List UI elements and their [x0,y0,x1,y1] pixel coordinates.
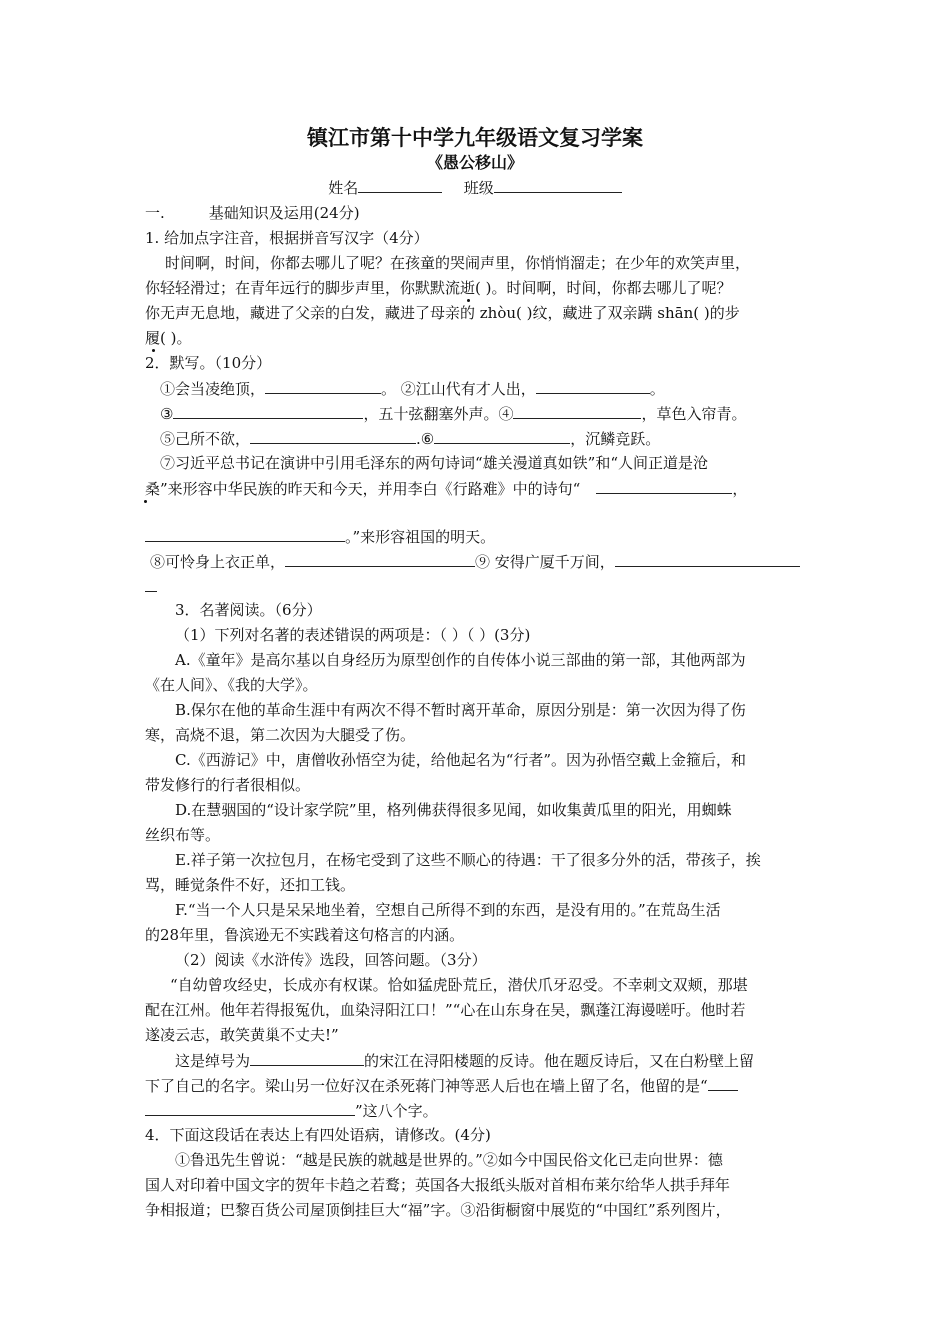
answer-blank[interactable] [615,551,800,567]
option-c-line-1: C.《西游记》中，唐僧收孙悟空为徒，给他起名为“行者”。因为孙悟空戴上金箍后，和 [175,751,747,769]
option-c-line-2: 带发修行的行者很相似。 [145,776,311,794]
q3-title: 3．名著阅读。（6分） [175,601,322,619]
option-d-line-1: D.在慧骃国的“设计家学院”里，格列佛获得很多见闻，如收集黄瓜里的阳光，用蜘蛛 [175,801,732,819]
answer-blank[interactable] [250,1050,364,1066]
option-f-line-1: F.“当一个人只是呆呆地坐着，空想自己所得不到的东西，是没有用的。”在荒岛生活 [175,901,721,919]
q4-line-3: 争相报道；巴黎百货公司屋顶倒挂巨大“福”字。③沿街橱窗中展览的“中国红”系列图片， [145,1201,731,1219]
q3-sub-1: （1）下列对名著的表述错误的两项是：（ ）（ ）(3分) [175,626,531,644]
option-a-line-2: 《在人间》、《我的大学》。 [145,676,318,694]
answer-blank[interactable] [265,378,381,394]
passage-line-3: 遂凌云志，敢笑黄巢不丈夫!” [145,1026,339,1044]
q1-line-1: 时间啊，时间，你都去哪儿了呢？在孩童的哭闹声里，你悄悄溜走；在少年的欢笑声里， [165,254,751,272]
option-a-line-1: A.《童年》是高尔基以自身经历为原型创作的自传体小说三部曲的第一部，其他两部为 [175,651,746,669]
name-class-line [0,177,950,198]
section-heading: 一. 基础知识及运用(24分) [145,204,360,222]
answer-blank[interactable] [285,551,475,567]
answer-blank[interactable] [536,378,650,394]
answer-blank[interactable] [708,1075,738,1091]
q4-line-1: ①鲁迅先生曾说：“越是民族的就越是世界的。”②如今中国民俗文化已走向世界：德 [175,1151,723,1169]
q4-line-2: 国人对印着中国文字的贺年卡趋之若鹜；英国各大报纸头版对首相布莱尔给华人拱手拜年 [145,1176,731,1194]
document-title: 镇江市第十中学九年级语文复习学案 [307,125,643,150]
q3-sub-2: （2）阅读《水浒传》选段，回答问题。（3分） [175,951,487,969]
q2-title: 2．默写。（10分） [145,354,272,372]
q1-line-3: 你无声无息地，藏进了父亲的白发，藏进了母亲的 zhòu( )纹，藏进了双亲蹒 shān( )的步 [145,304,740,322]
q2-line-3: ⑤己所不欲， .⑥ ，沉鳞竞跃。 [160,430,661,448]
q2-line-1: ①会当凌绝顶， 。 ②江山代有才人出， 。 [160,380,665,398]
q2-line-6: 。”来形容祖国的明天。 [145,526,495,547]
answer-blank[interactable] [173,403,363,419]
dotted-char: 逝 [460,279,476,297]
option-f-line-2: 的28年里，鲁滨逊无不实践着这句格言的内涵。 [145,926,465,944]
option-b-line-2: 寒，高烧不退，第二次因为大腿受了伤。 [145,726,416,744]
q2-line-4: ⑦习近平总书记在演讲中引用毛泽东的两句诗词“雄关漫道真如铁”和“人间正道是沧 [160,454,709,472]
q1-line-4: 履( )。 [145,329,192,347]
answer-blank[interactable] [250,428,416,444]
passage-line-6: ”这八个字。 [145,1100,438,1121]
answer-blank[interactable] [434,428,570,444]
document-subtitle: 《愚公移山》 [426,153,523,172]
passage-line-1: “自幼曾攻经史，长成亦有权谋。恰如猛虎卧荒丘，潜伏爪牙忍受。不幸刺文双颊，那堪 [170,976,748,994]
q4-title: 4．下面这段话在表达上有四处语病，请修改。(4分) [145,1126,491,1144]
option-e-line-2: 骂，睡觉条件不好，还扣工钱。 [145,876,356,894]
q2-line-8 [145,576,157,597]
q1-title: 1. 给加点字注音，根据拼音写汉字（4分） [145,229,429,247]
dotted-char: 履 [145,329,161,347]
option-e-line-1: E.祥子第一次拉包月，在杨宅受到了这些不顺心的待遇：干了很多分外的活，带孩子，挨 [175,851,761,869]
answer-blank[interactable] [145,576,157,592]
option-b-line-1: B.保尔在他的革命生涯中有两次不得不暂时离开革命，原因分别是：第一次因为得了伤 [175,701,746,719]
answer-blank[interactable] [145,526,345,542]
answer-blank[interactable] [145,1100,355,1116]
q1-line-2: 你轻轻滑过；在青年远行的脚步声里，你默默流逝( )。时间啊，时间，你都去哪儿了呢？ [145,279,732,297]
answer-blank[interactable] [596,478,732,494]
class-blank[interactable] [494,177,622,193]
class-label: 班级 [463,179,494,197]
passage-line-2: 配在江州。他年若得报冤仇，血染浔阳江口！”“心在山东身在吴，飘蓬江海谩嗟吁。他时若 [145,1001,746,1019]
passage-line-5: 下了自己的名字。梁山另一位好汉在杀死蒋门神等恶人后也在墙上留了名，他留的是“ [145,1075,738,1096]
q2-line-5: 桑”来形容中华民族的昨天和今天，并用李白《行路难》中的诗句“ ， [145,480,748,498]
name-label: 姓名 [328,179,359,197]
passage-line-4: 这是绰号为 的宋江在浔阳楼题的反诗。他在题反诗后，又在白粉壁上留 [175,1052,755,1070]
q2-line-7: ⑧可怜身上衣正单， ⑨ 安得广厦千万间， [150,551,800,572]
option-d-line-2: 丝织布等。 [145,826,221,844]
answer-blank[interactable] [513,403,641,419]
q2-line-2: ③ ，五十弦翻塞外声。④ ，草色入帘青。 [160,405,747,423]
name-blank[interactable] [358,177,442,193]
